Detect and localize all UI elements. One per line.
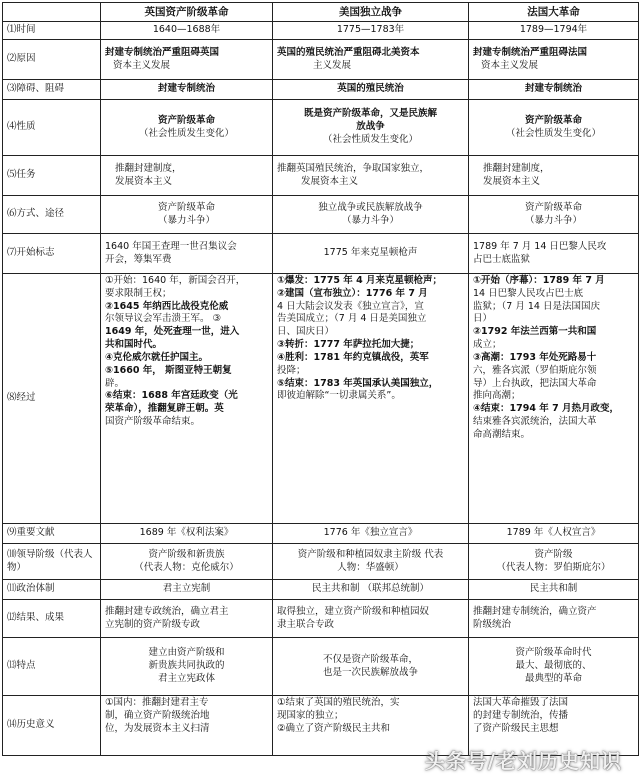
cell-line: ①开始：1640 年，新国会召开， — [105, 275, 246, 286]
cell-line: 主义发展 — [313, 59, 352, 71]
cell-line: 4 日大陆会议发表《独立宣言》，宣 — [277, 300, 424, 312]
cell-usa — [273, 600, 469, 638]
cell-usa — [273, 156, 469, 196]
cell-england — [101, 696, 273, 756]
cell-usa — [273, 544, 469, 580]
row-start — [3, 234, 639, 274]
row-label: ⑹方式、途径 — [3, 196, 101, 234]
cell-france — [469, 600, 639, 638]
cell-line: ②1792 年法兰西第一共和国 — [473, 326, 597, 338]
cell-line: 隶主联合专政 — [277, 618, 335, 630]
cell-line: 共和国时代。 — [105, 339, 163, 351]
cell-line: 资产阶级 — [534, 548, 573, 560]
cell-line: （暴力斗争） — [341, 214, 399, 226]
row-cause — [3, 40, 639, 80]
cell-line: 成立； — [473, 339, 502, 351]
cell-line: ①爆发：1775 年 4 月来克星顿枪声； — [277, 275, 443, 286]
cell-line: 最大、最彻底的、 — [515, 660, 592, 672]
cell-line: ④结束：1794 年 7 月热月政变， — [473, 403, 620, 415]
cell-line: 推翻英国殖民统治，争取国家独立， — [277, 162, 430, 174]
cell-line: 占巴士底监狱 — [473, 253, 531, 265]
row-label: ⑶障碍、阻碍 — [3, 80, 101, 100]
cell-england — [101, 196, 273, 234]
cell-line: 的封建专制统治，传播 — [473, 709, 569, 721]
cell-france: 民主共和制 — [469, 580, 639, 600]
cell-line: 建立由资产阶级和 — [148, 647, 225, 659]
cell-line: 推翻封建制度， — [115, 162, 182, 174]
cell-line: 日、国庆日） — [277, 326, 335, 338]
cell-line: （代表人物：克伦威尔） — [134, 561, 239, 573]
cell-england — [101, 156, 273, 196]
cell-line: 制，确立资产阶级统治地 — [105, 709, 210, 721]
cell-england: 1689 年《权利法案》 — [101, 524, 273, 544]
cell-france — [469, 638, 639, 696]
cell-line: 推翻封建专政统治，确立君主 — [105, 605, 229, 617]
header-corner — [3, 3, 101, 22]
cell-line: 封建专制统治严重阻碍法国 — [473, 46, 588, 58]
cell-line: 最典型的革命 — [524, 672, 582, 684]
cell-line: 资产阶级和种植园奴隶主阶级 代表 — [297, 548, 444, 560]
row-label: ⑻经过 — [3, 274, 101, 524]
cell-line: 推翻封建专制统治，确立资产 — [473, 605, 597, 617]
cell-england — [101, 40, 273, 80]
cell-line: 君主立宪政体 — [157, 672, 215, 684]
cell-line: 资本主义发展 — [113, 59, 171, 71]
cell-line: 了资产阶级民主思想 — [473, 722, 559, 734]
row-label: ⑴时间 — [3, 22, 101, 40]
cell-line: 也是一次民族解放战争 — [322, 666, 418, 678]
cell-line: （暴力斗争） — [157, 214, 215, 226]
header-row — [3, 3, 639, 22]
cell-england — [101, 234, 273, 274]
row-label: ⒁历史意义 — [3, 696, 101, 756]
cell-line: 位，为发展资本主义扫清 — [105, 722, 210, 734]
cell-line: 国资产阶级革命结束。 — [105, 415, 201, 427]
cell-line: ①国内：推翻封建君主专 — [105, 697, 209, 708]
cell-line: ⑥结束：1688 年宫廷政变（光 — [105, 390, 238, 402]
cell-france — [469, 544, 639, 580]
cell-line: 结束雅各宾派统治，法国大革 — [473, 415, 597, 427]
cell-france: 1789 年《人权宣言》 — [469, 524, 639, 544]
cell-line: 辟。 — [105, 377, 125, 389]
cell-england: 君主立宪制 — [101, 580, 273, 600]
row-polity — [3, 580, 639, 600]
cell-line: ③转折：1777 年萨拉托加大捷； — [277, 339, 420, 351]
cell-line: 发展资本主义 — [483, 175, 541, 187]
cell-line: ②确立了资产阶级民主共和 — [277, 722, 391, 734]
cell-france — [469, 40, 639, 80]
cell-line: 荣革命），推翻复辟王朝。英 — [105, 403, 224, 415]
cell-line: （代表人物：罗伯斯庇尔） — [496, 561, 611, 573]
cell-line: 开会，筹集军费 — [105, 253, 172, 265]
cell-england — [101, 274, 273, 524]
cell-line: 取得独立，建立资产阶级和种植园奴 — [277, 605, 430, 617]
cell-line: 资产阶级革命 — [524, 114, 582, 126]
cell-usa — [273, 100, 469, 156]
cell-line: 推翻封建制度， — [483, 162, 550, 174]
cell-line: 14 日巴黎人民攻占巴士底 — [473, 287, 584, 299]
cell-usa: 民主共和制 （联邦总统制） — [273, 580, 469, 600]
cell-line: 发展资本主义 — [301, 175, 359, 187]
row-method — [3, 196, 639, 234]
cell-line: 日） — [473, 313, 493, 325]
cell-england: 1640—1688年 — [101, 22, 273, 40]
row-label: ⑿结果、成果 — [3, 600, 101, 638]
watermark: 头条号/老刘历史知识 — [424, 749, 622, 773]
cell-line: ⑤结束：1783 年英国承认美国独立， — [277, 377, 439, 389]
cell-usa: 1775—1783年 — [273, 22, 469, 40]
row-leaders — [3, 544, 639, 580]
row-features — [3, 638, 639, 696]
cell-usa: 英国的殖民统治 — [273, 80, 469, 100]
cell-line: 人物：华盛顿） — [337, 561, 404, 573]
cell-line: ②1645 年纳西比战役克伦威 — [105, 300, 229, 312]
cell-england — [101, 100, 273, 156]
cell-usa — [273, 274, 469, 524]
cell-line: 放战争 — [356, 121, 385, 133]
cell-line: 尔领导议会军击溃王军。 ③ — [105, 313, 222, 325]
row-time — [3, 22, 639, 40]
cell-france — [469, 234, 639, 274]
cell-line: 资产阶级革命 — [157, 201, 215, 213]
cell-line: ①开始（序幕）：1789 年 7 月 — [473, 275, 605, 286]
cell-usa — [273, 40, 469, 80]
cell-france — [469, 196, 639, 234]
cell-line: 1649 年，处死查理一世，进入 — [105, 326, 240, 338]
cell-france — [469, 156, 639, 196]
cell-line: 要求限制王权； — [105, 287, 172, 299]
cell-england: 封建专制统治 — [101, 80, 273, 100]
cell-line: ③高潮：1793 年处死路易十 — [473, 351, 597, 363]
cell-line: 英国的殖民统治严重阻碍北美资本 — [277, 46, 420, 58]
cell-line: ④胜利：1781 年约克镇战役，英军 — [277, 351, 429, 363]
header-france: 法国大革命 — [469, 3, 639, 22]
row-process — [3, 274, 639, 524]
cell-line: 不仅是资产阶级革命， — [322, 653, 418, 665]
row-nature — [3, 100, 639, 156]
row-label: ⑾政治体制 — [3, 580, 101, 600]
cell-line: （暴力斗争） — [524, 214, 582, 226]
row-task — [3, 156, 639, 196]
cell-usa — [273, 234, 469, 274]
cell-line: （社会性质发生变化） — [138, 127, 234, 139]
row-label: ⑽领导阶级（代表人物） — [3, 544, 101, 580]
cell-france — [469, 100, 639, 156]
cell-line: ⑤1660 年， 斯图亚特王朝复 — [105, 364, 232, 376]
cell-england — [101, 600, 273, 638]
cell-line: 立宪制的资产阶级专政 — [105, 618, 201, 630]
cell-france: 1789—1794年 — [469, 22, 639, 40]
cell-line: 既是资产阶级革命，又是民族解 — [303, 108, 437, 120]
cell-line: 投降； — [277, 364, 306, 376]
row-label: ⑺开始标志 — [3, 234, 101, 274]
row-docs — [3, 524, 639, 544]
cell-line: 新贵族共同执政的 — [148, 660, 225, 672]
cell-line: 独立战争或民族解放战争 — [318, 201, 423, 213]
cell-line: 资产阶级和新贵族 — [148, 548, 225, 560]
cell-line: 资本主义发展 — [481, 59, 539, 71]
row-label: ⑸任务 — [3, 156, 101, 196]
cell-line: 资产阶级革命 — [524, 201, 582, 213]
cell-line: 法国大革命摧毁了法国 — [473, 697, 569, 708]
cell-france — [469, 274, 639, 524]
cell-line: 资产阶级革命 — [157, 114, 215, 126]
cell-line: 1775 年来克星顿枪声 — [323, 247, 418, 259]
cell-line: 推向高潮； — [473, 390, 521, 402]
comparison-table — [2, 2, 639, 756]
row-obstacle — [3, 80, 639, 100]
cell-line: 阶级统治 — [473, 618, 512, 630]
cell-line: ①结束了英国的殖民统治，实 — [277, 697, 400, 708]
row-label: ⒀特点 — [3, 638, 101, 696]
cell-line: 资产阶级革命时代 — [515, 647, 592, 659]
cell-line: 告美国成立；（7 月 4 日是美国独立 — [277, 313, 427, 325]
cell-england — [101, 544, 273, 580]
header-england: 英国资产阶级革命 — [101, 3, 273, 22]
cell-france: 封建专制统治 — [469, 80, 639, 100]
cell-line: 1789 年 7 月 14 日巴黎人民攻 — [473, 240, 607, 252]
cell-line: 六，雅各宾派（罗伯斯庇尔领 — [473, 364, 597, 376]
cell-usa — [273, 196, 469, 234]
row-label: ⑵原因 — [3, 40, 101, 80]
cell-line: 封建专制统治严重阻碍英国 — [105, 46, 220, 58]
row-label: ⑷性质 — [3, 100, 101, 156]
cell-england — [101, 638, 273, 696]
cell-line: 发展资本主义 — [115, 175, 173, 187]
cell-line: （社会性质发生变化） — [505, 127, 601, 139]
cell-line: 导）上台执政，把法国大革命 — [473, 377, 597, 389]
header-usa: 美国独立战争 — [273, 3, 469, 22]
row-label: ⑼重要文献 — [3, 524, 101, 544]
cell-line: （社会性质发生变化） — [322, 133, 418, 145]
cell-line: 现国家的独立； — [277, 709, 344, 721]
cell-line: 1640 年国王查理一世召集议会 — [105, 240, 237, 252]
cell-line: ②建国（宣布独立）：1776 年 7 月 — [277, 287, 428, 299]
cell-line: ④克伦威尔就任护国主。 — [105, 351, 209, 363]
cell-line: 即彼迫解除“一切隶属关系”。 — [277, 390, 401, 402]
cell-usa: 1776 年《独立宣言》 — [273, 524, 469, 544]
cell-line: 命高潮结束。 — [473, 428, 531, 440]
cell-line: 监狱；（7 月 14 日是法国国庆 — [473, 300, 600, 312]
row-result — [3, 600, 639, 638]
cell-usa — [273, 638, 469, 696]
